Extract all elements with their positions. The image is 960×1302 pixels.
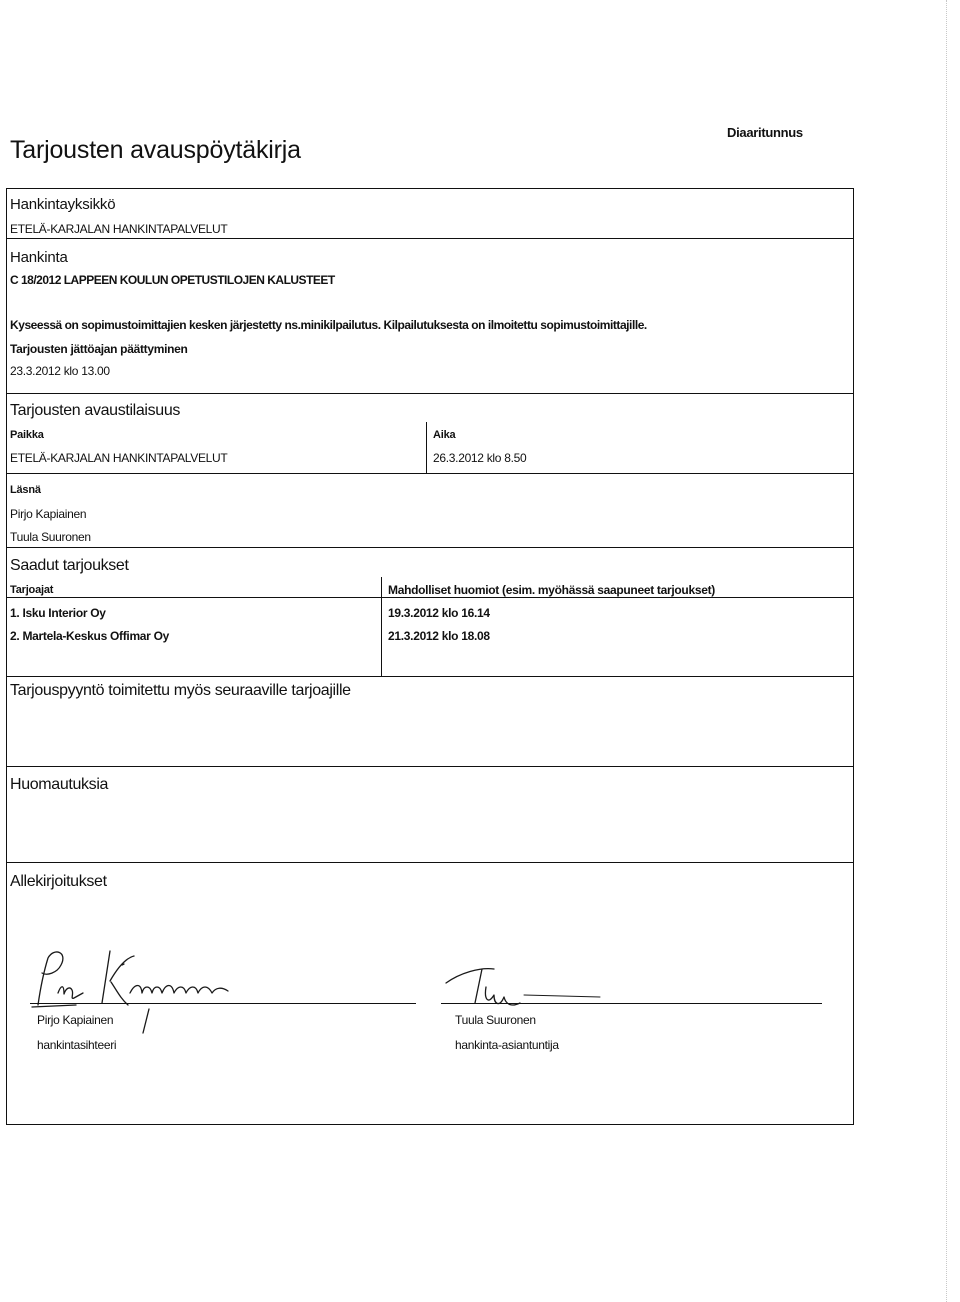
signer-role: hankintasihteeri	[37, 1038, 117, 1052]
divider-procurement	[6, 393, 854, 394]
remarks-title: Huomautuksia	[10, 776, 109, 793]
divider-offers-columns	[381, 577, 382, 676]
opening-title: Tarjousten avaustilaisuus	[10, 402, 181, 419]
present-label: Läsnä	[10, 484, 41, 496]
signature-tuula-suuronen	[442, 963, 632, 1013]
signatures-title: Allekirjoitukset	[10, 873, 107, 890]
offer-note: 21.3.2012 klo 18.08	[388, 629, 490, 643]
signer-name: Pirjo Kapiainen	[37, 1013, 114, 1027]
offer-bidder: 1. Isku Interior Oy	[10, 606, 106, 620]
divider-place-time	[426, 422, 427, 473]
signer-name: Tuula Suuronen	[455, 1013, 536, 1027]
unit-value: ETELÄ-KARJALAN HANKINTAPALVELUT	[10, 222, 228, 236]
offers-col-bidders: Tarjoajat	[10, 584, 54, 596]
offers-col-notes: Mahdolliset huomiot (esim. myöhässä saapuneet tarjoukset)	[388, 583, 715, 597]
divider-offers	[6, 676, 854, 677]
present-person: Pirjo Kapiainen	[10, 507, 87, 521]
divider-remarks	[6, 862, 854, 863]
divider-opening	[6, 473, 854, 474]
scan-edge-line	[946, 0, 947, 1302]
time-label: Aika	[433, 429, 456, 441]
diary-number-label: Diaaritunnus	[727, 125, 803, 140]
present-person: Tuula Suuronen	[10, 530, 91, 544]
signature-line-right	[441, 1003, 822, 1004]
divider-present	[6, 547, 854, 548]
offer-bidder: 2. Martela-Keskus Offimar Oy	[10, 629, 169, 643]
divider-also-sent	[6, 766, 854, 767]
deadline-value: 23.3.2012 klo 13.00	[10, 364, 110, 378]
deadline-label: Tarjousten jättöajan päättyminen	[10, 342, 188, 356]
procurement-label: Hankinta	[10, 249, 68, 266]
procurement-note: Kyseessä on sopimustoimittajien kesken järjestetty ns.minikilpailutus. Kilpailutuksesta on ilmoitettu sopimustoimittajille.	[10, 318, 647, 332]
procurement-value: C 18/2012 LAPPEEN KOULUN OPETUSTILOJEN KALUSTEET	[10, 273, 335, 287]
divider-unit	[6, 238, 854, 239]
place-value: ETELÄ-KARJALAN HANKINTAPALVELUT	[10, 451, 228, 465]
page-title: Tarjousten avauspöytäkirja	[10, 136, 301, 164]
place-label: Paikka	[10, 429, 44, 441]
unit-label: Hankintayksikkö	[10, 196, 116, 213]
offer-note: 19.3.2012 klo 16.14	[388, 606, 490, 620]
signature-line-left	[30, 1003, 416, 1004]
signer-role: hankinta-asiantuntija	[455, 1038, 559, 1052]
time-value: 26.3.2012 klo 8.50	[433, 451, 527, 465]
divider-offers-header	[6, 597, 854, 598]
also-sent-title: Tarjouspyyntö toimitettu myös seuraaville tarjoajille	[10, 682, 351, 699]
offers-title: Saadut tarjoukset	[10, 557, 129, 574]
